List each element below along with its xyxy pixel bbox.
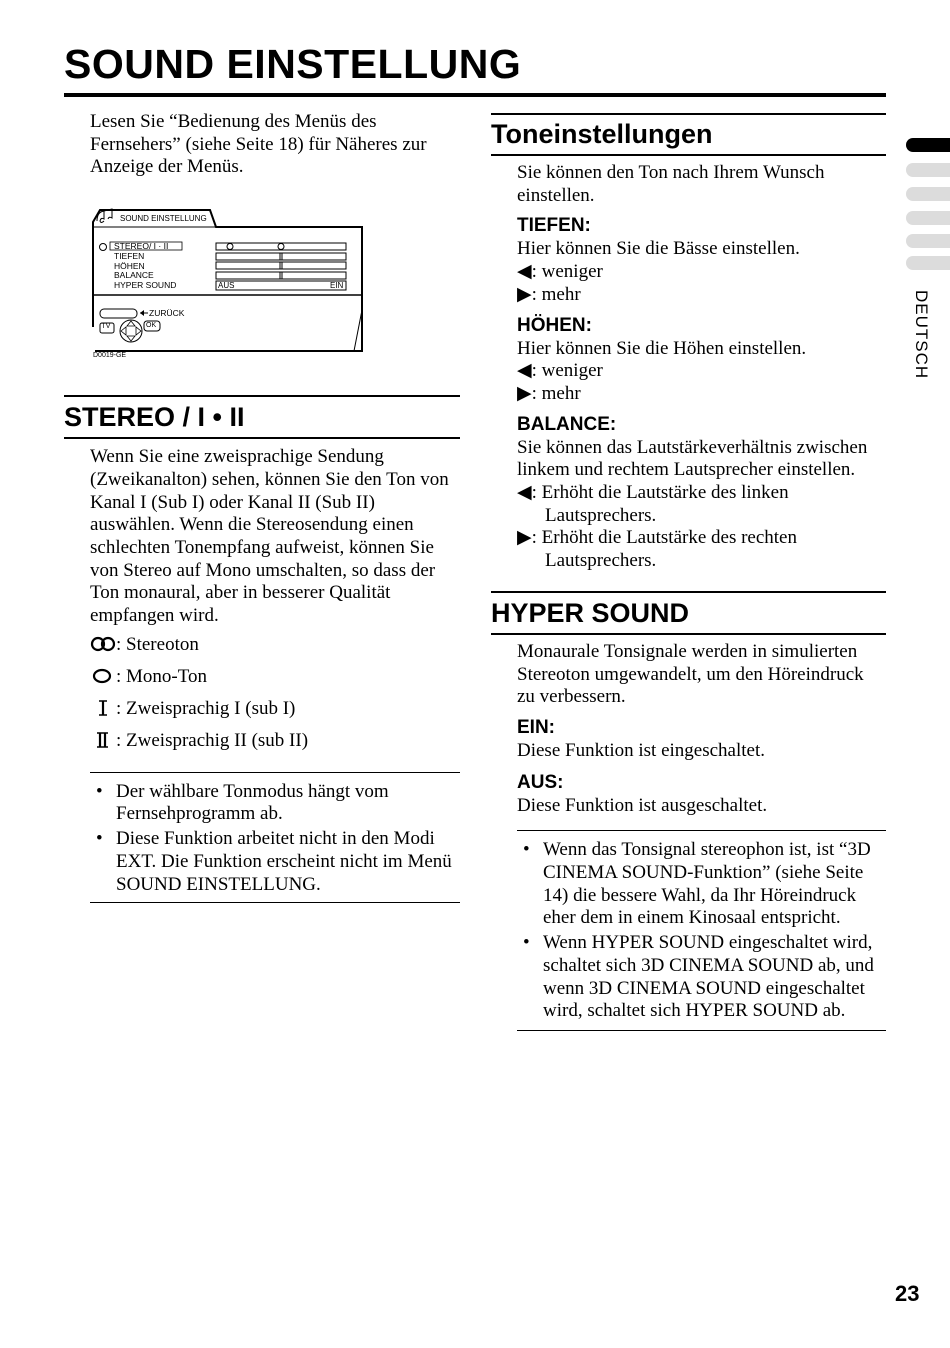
language-side-label: DEUTSCH xyxy=(912,290,931,380)
arrow-right-icon: ▶ xyxy=(517,382,532,404)
osd-row-stereo: STEREO/ I · II xyxy=(114,241,169,252)
hyper-note-item: • Wenn HYPER SOUND eingeschaltet wird, schaltet sich 3D CINEMA SOUND ab, und wenn 3D CINEMA SOUND eingeschaltet wird, schaltet sich HYPER SOUND ab. xyxy=(517,932,886,1023)
stereo-notes xyxy=(90,772,460,904)
tiefen-block xyxy=(517,214,886,306)
sub1-icon xyxy=(90,699,116,717)
osd-row-hoehen: HÖHEN xyxy=(114,260,145,271)
stereo-mode-item xyxy=(90,634,460,666)
balance-text: Sie können das Lautstärkeverhältnis zwischen linkem und rechtem Lautsprecher einstellen. xyxy=(517,436,868,481)
stereo-text: Wenn Sie eine zweisprachige Sendung (Zweikanalton) sehen, können Sie den Ton von Kanal I (Sub I) oder Kanal II (Sub II) auswählen. Wenn die Stereosendung einen schlechten Tonempfang aufweist, können Sie von Stereo auf Mono umschalten, so dass der Ton monaural, aber in besserer Qualität empfangen wird. xyxy=(90,446,449,627)
balance-block xyxy=(517,413,886,573)
section-tab xyxy=(906,163,950,177)
hyper-heading: HYPER SOUND xyxy=(491,591,886,635)
arrow-right-icon: ▶ xyxy=(517,527,532,549)
osd-tab-label: SOUND EINSTELLUNG xyxy=(120,214,207,224)
sub2-icon xyxy=(90,731,116,749)
arrow-right-icon: ▶ xyxy=(517,283,532,305)
stereo-note-list xyxy=(90,781,460,897)
mono-mode-item xyxy=(90,666,460,698)
mono-icon xyxy=(90,668,116,684)
stereo-mode-list xyxy=(90,634,460,762)
hyper-aus-text: Diese Funktion ist ausgeschaltet. xyxy=(517,794,768,816)
arrow-left-icon: ◀ xyxy=(517,482,532,504)
section-tab xyxy=(906,211,950,225)
osd-tv-key: TV xyxy=(101,323,111,331)
tiefen-text: Hier können Sie die Bässe einstellen. xyxy=(517,238,800,260)
page-number: 23 xyxy=(895,1281,920,1306)
hyper-aus-label: AUS: xyxy=(517,771,564,793)
balance-left-row: ◀: Erhöht die Lautstärke des linken xyxy=(517,482,789,504)
sub1-mode-label: : Zweisprachig I (sub I) xyxy=(116,697,296,719)
section-tab xyxy=(906,234,950,248)
page-title: SOUND EINSTELLUNG xyxy=(64,41,522,87)
osd-ok-key: OK xyxy=(146,322,157,330)
tone-intro: Sie können den Ton nach Ihrem Wunsch einstellen. xyxy=(517,162,825,206)
balance-right-row: ▶: Erhöht die Lautstärke des rechten xyxy=(517,527,797,549)
tiefen-right-row: ▶: mehr xyxy=(517,283,581,305)
left-column xyxy=(64,97,460,903)
sub2-mode-label: : Zweisprachig II (sub II) xyxy=(116,729,309,751)
section-tab xyxy=(906,187,950,201)
hyper-ein-label: EIN: xyxy=(517,716,555,738)
osd-row-balance: BALANCE xyxy=(114,270,154,281)
stereo-note-item: • Der wählbare Tonmodus hängt vom Fernsehprogramm ab. xyxy=(90,781,460,826)
hyper-note-list xyxy=(517,839,886,1023)
hyper-aus-block xyxy=(517,771,886,818)
tone-heading: Toneinstellungen xyxy=(491,113,886,156)
tiefen-left-row: ◀: weniger xyxy=(517,261,603,283)
arrow-left-icon: ◀ xyxy=(517,360,532,382)
osd-row-list xyxy=(114,242,176,291)
hoehen-block xyxy=(517,314,886,406)
tiefen-label: TIEFEN: xyxy=(517,215,591,237)
hyper-ein-text: Diese Funktion ist eingeschaltet. xyxy=(517,739,766,761)
osd-menu-figure xyxy=(90,201,370,361)
hoehen-label: HÖHEN: xyxy=(517,314,592,336)
hyper-text: Monaurale Tonsignale werden in simulierten Stereoton umgewandelt, um den Höreindruck zu verbessern. xyxy=(517,640,864,708)
hoehen-left-row: ◀: weniger xyxy=(517,360,603,382)
hyper-notes xyxy=(517,830,886,1031)
mono-mode-label: : Mono-Ton xyxy=(116,665,208,687)
right-column xyxy=(491,97,886,1031)
stereo-mode-label: : Stereoton xyxy=(116,633,199,655)
osd-figure-code: D0019-GE xyxy=(93,352,127,360)
hoehen-right-row: ▶: mehr xyxy=(517,382,581,404)
osd-row-hyper-sound: HYPER SOUND xyxy=(114,279,177,290)
arrow-left-icon: ◀ xyxy=(517,261,532,283)
osd-bar-aus: AUS xyxy=(218,281,235,291)
hoehen-text: Hier können Sie die Höhen einstellen. xyxy=(517,337,807,359)
osd-back-label: ZURÜCK xyxy=(149,308,185,319)
hyper-ein-block xyxy=(517,716,886,763)
balance-label: BALANCE: xyxy=(517,413,617,435)
stereo-note-item: • Diese Funktion arbeitet nicht in den Modi EXT. Die Funktion erscheint nicht im Menü SOUND EINSTELLUNG. xyxy=(90,828,460,896)
hyper-note-item: • Wenn das Tonsignal stereophon ist, ist “3D CINEMA SOUND-Funktion” (siehe Seite 14) die bessere Wahl, da Ihr Höreindruck eher dem in einem Kinosaal entspricht. xyxy=(517,839,886,930)
sub1-mode-item xyxy=(90,698,460,730)
stereo-icon xyxy=(90,636,116,652)
intro-text: Lesen Sie “Bedienung des Menüs des Fernsehers” (siehe Seite 18) für Näheres zur Anzeige der Menüs. xyxy=(90,111,427,178)
balance-right-cont: Lautsprechers. xyxy=(545,550,657,572)
sub2-mode-item xyxy=(90,730,460,762)
osd-row-tiefen: TIEFEN xyxy=(114,250,145,261)
section-tab xyxy=(906,256,950,270)
balance-left-cont: Lautsprechers. xyxy=(545,504,657,526)
osd-bar-ein: EIN xyxy=(330,281,344,291)
stereo-heading: STEREO / I • II xyxy=(64,395,460,439)
section-tab-active xyxy=(906,138,950,152)
